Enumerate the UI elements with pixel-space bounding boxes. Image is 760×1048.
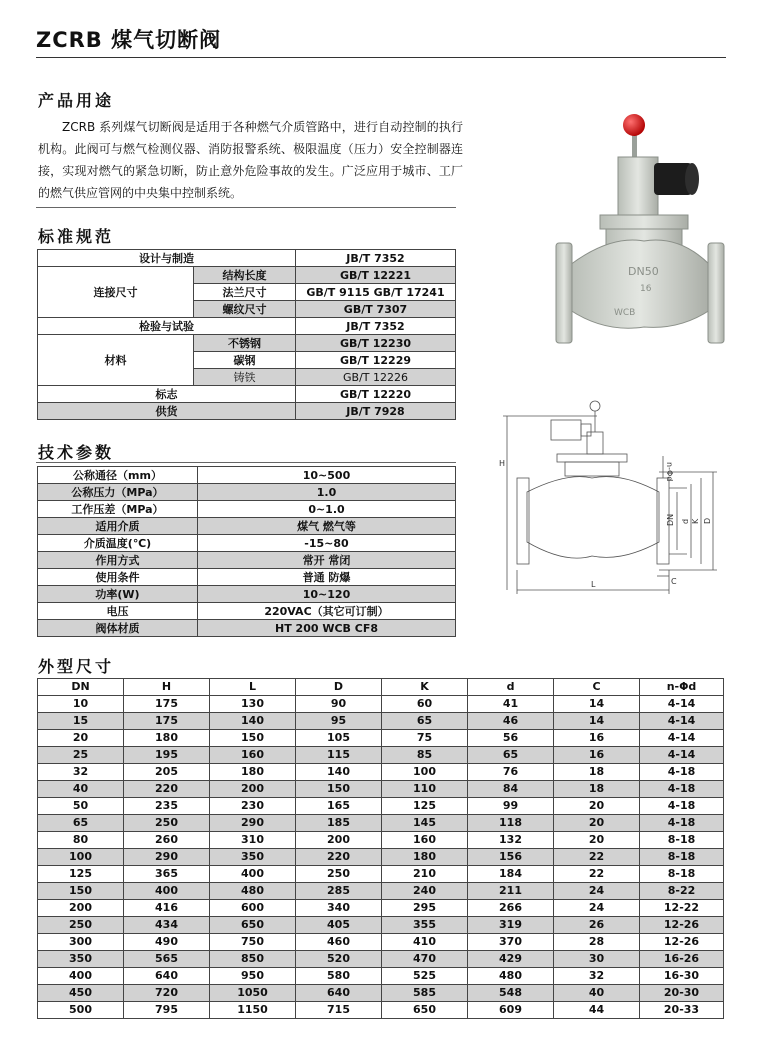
table-cell: 260 [124, 832, 210, 849]
table-cell: 8-22 [640, 883, 724, 900]
column-header: d [468, 679, 554, 696]
table-cell: 450 [38, 985, 124, 1002]
table-cell: 18 [554, 781, 640, 798]
table-row [38, 467, 456, 484]
table-cell: 195 [124, 747, 210, 764]
table-cell: 4-18 [640, 781, 724, 798]
table-cell: 609 [468, 1002, 554, 1019]
table-cell: 99 [468, 798, 554, 815]
table-cell: 100 [382, 764, 468, 781]
table-row [38, 484, 456, 501]
table-row [38, 696, 724, 713]
table-cell: 160 [210, 747, 296, 764]
tech-label: 使用条件 [38, 569, 198, 586]
table-cell: 10 [38, 696, 124, 713]
table-cell: 65 [382, 713, 468, 730]
table-row [38, 267, 456, 284]
table-cell: 520 [296, 951, 382, 968]
table-cell: 8-18 [640, 832, 724, 849]
section-heading-standards: 标准规范 [38, 227, 115, 246]
table-cell: 40 [38, 781, 124, 798]
table-cell: 180 [124, 730, 210, 747]
title-divider [36, 57, 726, 58]
standard-value: GB/T 12226 [296, 369, 456, 386]
tech-value: 10~500 [198, 467, 456, 484]
table-cell: 145 [382, 815, 468, 832]
column-header: L [210, 679, 296, 696]
label-d: d [681, 518, 690, 524]
tech-label: 功率(W) [38, 586, 198, 603]
table-row [38, 318, 456, 335]
table-cell: 105 [296, 730, 382, 747]
tech-value: 0~1.0 [198, 501, 456, 518]
table-cell: 16-26 [640, 951, 724, 968]
table-cell: 410 [382, 934, 468, 951]
bonnet-flange [600, 215, 688, 229]
left-flange [556, 243, 572, 343]
table-cell: 150 [210, 730, 296, 747]
table-cell: 4-18 [640, 798, 724, 815]
table-row [38, 951, 724, 968]
standard-label: 检验与试验 [38, 318, 296, 335]
tech-value: 220VAC（其它可订制） [198, 603, 456, 620]
table-cell: 150 [38, 883, 124, 900]
tech-label: 作用方式 [38, 552, 198, 569]
table-cell: 20 [554, 815, 640, 832]
table-cell: 32 [554, 968, 640, 985]
label-nphid: n-Φd [665, 462, 674, 482]
table-cell: 80 [38, 832, 124, 849]
table-cell: 4-14 [640, 730, 724, 747]
table-cell: 60 [382, 696, 468, 713]
table-cell: 1050 [210, 985, 296, 1002]
table-cell: 25 [38, 747, 124, 764]
table-cell: 285 [296, 883, 382, 900]
table-cell: 150 [296, 781, 382, 798]
standard-value: GB/T 12230 [296, 335, 456, 352]
column-header: DN [38, 679, 124, 696]
table-row [38, 934, 724, 951]
table-cell: 24 [554, 883, 640, 900]
table-cell: 720 [124, 985, 210, 1002]
table-cell: 24 [554, 900, 640, 917]
table-cell: 370 [468, 934, 554, 951]
table-cell: 26 [554, 917, 640, 934]
standard-sublabel: 螺纹尺寸 [194, 301, 296, 318]
tech-value: -15~80 [198, 535, 456, 552]
table-cell: 8-18 [640, 849, 724, 866]
table-cell: 84 [468, 781, 554, 798]
table-cell: 290 [210, 815, 296, 832]
section-heading-dims: 外型尺寸 [38, 657, 115, 676]
actuator-housing [618, 157, 658, 217]
table-row [38, 518, 456, 535]
table-row [38, 730, 724, 747]
table-cell: 50 [38, 798, 124, 815]
tech-label: 公称压力（MPa） [38, 484, 198, 501]
table-cell: 16-30 [640, 968, 724, 985]
table-cell: 20 [554, 798, 640, 815]
table-cell: 250 [296, 866, 382, 883]
table-cell: 220 [124, 781, 210, 798]
table-cell: 580 [296, 968, 382, 985]
standard-label: 设计与制造 [38, 250, 296, 267]
table-row [38, 620, 456, 637]
table-cell: 8-18 [640, 866, 724, 883]
table-row [38, 603, 456, 620]
table-cell: 355 [382, 917, 468, 934]
table-cell: 350 [210, 849, 296, 866]
dimensions-table [37, 678, 724, 1019]
table-cell: 600 [210, 900, 296, 917]
standard-value: GB/T 12220 [296, 386, 456, 403]
table-cell: 30 [554, 951, 640, 968]
table-cell: 22 [554, 866, 640, 883]
table-row [38, 569, 456, 586]
column-header: D [296, 679, 382, 696]
tech-label: 适用介质 [38, 518, 198, 535]
table-cell: 480 [468, 968, 554, 985]
table-cell: 350 [38, 951, 124, 968]
label-c: C [671, 577, 677, 586]
table-cell: 15 [38, 713, 124, 730]
table-cell: 56 [468, 730, 554, 747]
table-row [38, 832, 724, 849]
table-cell: 400 [38, 968, 124, 985]
table-cell: 1150 [210, 1002, 296, 1019]
table-cell: 20 [38, 730, 124, 747]
table-row [38, 883, 724, 900]
table-cell: 230 [210, 798, 296, 815]
table-cell: 490 [124, 934, 210, 951]
table-cell: 28 [554, 934, 640, 951]
table-cell: 41 [468, 696, 554, 713]
table-cell: 76 [468, 764, 554, 781]
table-cell: 110 [382, 781, 468, 798]
table-row [38, 968, 724, 985]
table-cell: 140 [210, 713, 296, 730]
table-cell: 525 [382, 968, 468, 985]
table-row [38, 501, 456, 518]
table-row [38, 250, 456, 267]
table-row [38, 798, 724, 815]
tech-divider [36, 462, 456, 463]
table-cell: 156 [468, 849, 554, 866]
table-cell: 4-18 [640, 764, 724, 781]
table-cell: 340 [296, 900, 382, 917]
standard-sublabel: 法兰尺寸 [194, 284, 296, 301]
table-row [38, 335, 456, 352]
valve-technical-drawing [487, 392, 725, 604]
red-knob [623, 114, 645, 136]
table-cell: 132 [468, 832, 554, 849]
standard-sublabel: 结构长度 [194, 267, 296, 284]
column-header: C [554, 679, 640, 696]
table-cell: 585 [382, 985, 468, 1002]
table-cell: 14 [554, 696, 640, 713]
standard-label: 标志 [38, 386, 296, 403]
tech-value: 煤气 燃气等 [198, 518, 456, 535]
table-cell: 165 [296, 798, 382, 815]
table-row [38, 586, 456, 603]
table-cell: 795 [124, 1002, 210, 1019]
tech-label: 介质温度(℃) [38, 535, 198, 552]
table-cell: 290 [124, 849, 210, 866]
label-big-d: D [703, 517, 712, 524]
table-header-row [38, 679, 724, 696]
column-header: H [124, 679, 210, 696]
section-heading-tech: 技术参数 [38, 443, 115, 462]
table-row [38, 917, 724, 934]
table-cell: 4-18 [640, 815, 724, 832]
table-cell: 460 [296, 934, 382, 951]
table-cell: 548 [468, 985, 554, 1002]
body-casting-material: WCB [614, 308, 636, 318]
table-cell: 125 [38, 866, 124, 883]
table-cell: 210 [382, 866, 468, 883]
table-cell: 365 [124, 866, 210, 883]
table-cell: 175 [124, 713, 210, 730]
standard-value: JB/T 7352 [296, 318, 456, 335]
table-cell: 12-26 [640, 934, 724, 951]
table-row [38, 713, 724, 730]
standard-sublabel: 铸铁 [194, 369, 296, 386]
table-cell: 184 [468, 866, 554, 883]
table-cell: 750 [210, 934, 296, 951]
table-cell: 715 [296, 1002, 382, 1019]
usage-divider [36, 207, 456, 208]
table-cell: 75 [382, 730, 468, 747]
table-cell: 416 [124, 900, 210, 917]
page-title: ZCRB 煤气切断阀 [36, 28, 222, 52]
table-cell: 500 [38, 1002, 124, 1019]
table-cell: 650 [210, 917, 296, 934]
table-cell: 85 [382, 747, 468, 764]
table-cell: 140 [296, 764, 382, 781]
tech-value: 常开 常闭 [198, 552, 456, 569]
table-cell: 200 [38, 900, 124, 917]
table-cell: 65 [468, 747, 554, 764]
standard-label: 供货 [38, 403, 296, 420]
intro-paragraph [38, 116, 463, 204]
table-row [38, 781, 724, 798]
table-cell: 160 [382, 832, 468, 849]
table-cell: 32 [38, 764, 124, 781]
table-cell: 12-26 [640, 917, 724, 934]
table-cell: 20-33 [640, 1002, 724, 1019]
table-cell: 115 [296, 747, 382, 764]
table-cell: 295 [382, 900, 468, 917]
standard-group-label: 材料 [38, 335, 194, 386]
table-cell: 640 [124, 968, 210, 985]
table-row [38, 535, 456, 552]
tech-value: HT 200 WCB CF8 [198, 620, 456, 637]
table-row [38, 1002, 724, 1019]
table-cell: 65 [38, 815, 124, 832]
table-cell: 200 [210, 781, 296, 798]
table-row [38, 849, 724, 866]
standard-value: JB/T 7928 [296, 403, 456, 420]
body-casting-pn: 16 [640, 284, 652, 294]
table-cell: 16 [554, 730, 640, 747]
table-cell: 300 [38, 934, 124, 951]
table-cell: 95 [296, 713, 382, 730]
table-cell: 400 [124, 883, 210, 900]
table-row [38, 403, 456, 420]
table-cell: 4-14 [640, 713, 724, 730]
table-cell: 130 [210, 696, 296, 713]
standard-value: GB/T 12229 [296, 352, 456, 369]
tech-label: 电压 [38, 603, 198, 620]
tech-label: 阀体材质 [38, 620, 198, 637]
table-row [38, 386, 456, 403]
table-cell: 100 [38, 849, 124, 866]
table-cell: 434 [124, 917, 210, 934]
standard-sublabel: 碳钢 [194, 352, 296, 369]
table-row [38, 900, 724, 917]
section-heading-usage: 产品用途 [38, 91, 115, 110]
tech-value: 普通 防爆 [198, 569, 456, 586]
table-cell: 18 [554, 764, 640, 781]
table-cell: 250 [38, 917, 124, 934]
table-cell: 20-30 [640, 985, 724, 1002]
table-cell: 200 [296, 832, 382, 849]
tech-label: 公称通径（mm） [38, 467, 198, 484]
table-cell: 14 [554, 713, 640, 730]
column-header: K [382, 679, 468, 696]
table-cell: 240 [382, 883, 468, 900]
table-cell: 175 [124, 696, 210, 713]
table-cell: 90 [296, 696, 382, 713]
table-cell: 4-14 [640, 696, 724, 713]
table-row [38, 552, 456, 569]
table-cell: 310 [210, 832, 296, 849]
body-casting-dn: DN50 [628, 265, 659, 278]
label-k: K [691, 518, 700, 524]
standard-sublabel: 不锈钢 [194, 335, 296, 352]
table-cell: 20 [554, 832, 640, 849]
label-l: L [591, 580, 596, 589]
table-cell: 429 [468, 951, 554, 968]
table-cell: 125 [382, 798, 468, 815]
coil-end [685, 163, 699, 195]
table-cell: 180 [210, 764, 296, 781]
right-flange [708, 243, 724, 343]
standard-value: GB/T 12221 [296, 267, 456, 284]
table-cell: 185 [296, 815, 382, 832]
table-cell: 46 [468, 713, 554, 730]
table-cell: 850 [210, 951, 296, 968]
intro-text: ZCRB 系列煤气切断阀是适用于各种燃气介质管路中，进行自动控制的执行机构。此阀可与燃气检测仪器、消防报警系统、极限温度（压力）安全控制器连接，实现对燃气的紧急切断，防止意外危险事故的发生。广泛应用于城市、工厂的燃气供应管网的中央集中控制系统。 [38, 120, 463, 200]
table-cell: 205 [124, 764, 210, 781]
label-dn: DN [666, 513, 675, 526]
table-cell: 650 [382, 1002, 468, 1019]
table-row [38, 866, 724, 883]
standard-group-label: 连接尺寸 [38, 267, 194, 318]
table-row [38, 764, 724, 781]
table-cell: 470 [382, 951, 468, 968]
standard-value: GB/T 9115 GB/T 17241 [296, 284, 456, 301]
label-h: H [499, 459, 506, 468]
table-cell: 4-14 [640, 747, 724, 764]
table-cell: 250 [124, 815, 210, 832]
table-cell: 44 [554, 1002, 640, 1019]
table-cell: 118 [468, 815, 554, 832]
table-cell: 640 [296, 985, 382, 1002]
table-cell: 405 [296, 917, 382, 934]
table-cell: 40 [554, 985, 640, 1002]
standards-table [37, 249, 456, 420]
standard-value: JB/T 7352 [296, 250, 456, 267]
tech-table [37, 466, 456, 637]
column-header: n-Φd [640, 679, 724, 696]
table-cell: 220 [296, 849, 382, 866]
table-cell: 950 [210, 968, 296, 985]
table-row [38, 747, 724, 764]
tech-label: 工作压差（MPa） [38, 501, 198, 518]
table-row [38, 985, 724, 1002]
table-cell: 180 [382, 849, 468, 866]
standard-value: GB/T 7307 [296, 301, 456, 318]
tech-value: 10~120 [198, 586, 456, 603]
table-cell: 400 [210, 866, 296, 883]
tech-value: 1.0 [198, 484, 456, 501]
table-cell: 12-22 [640, 900, 724, 917]
table-cell: 565 [124, 951, 210, 968]
valve-photo [550, 105, 730, 370]
table-cell: 235 [124, 798, 210, 815]
table-cell: 22 [554, 849, 640, 866]
table-cell: 211 [468, 883, 554, 900]
table-cell: 319 [468, 917, 554, 934]
table-row [38, 815, 724, 832]
table-cell: 480 [210, 883, 296, 900]
table-cell: 266 [468, 900, 554, 917]
table-cell: 16 [554, 747, 640, 764]
